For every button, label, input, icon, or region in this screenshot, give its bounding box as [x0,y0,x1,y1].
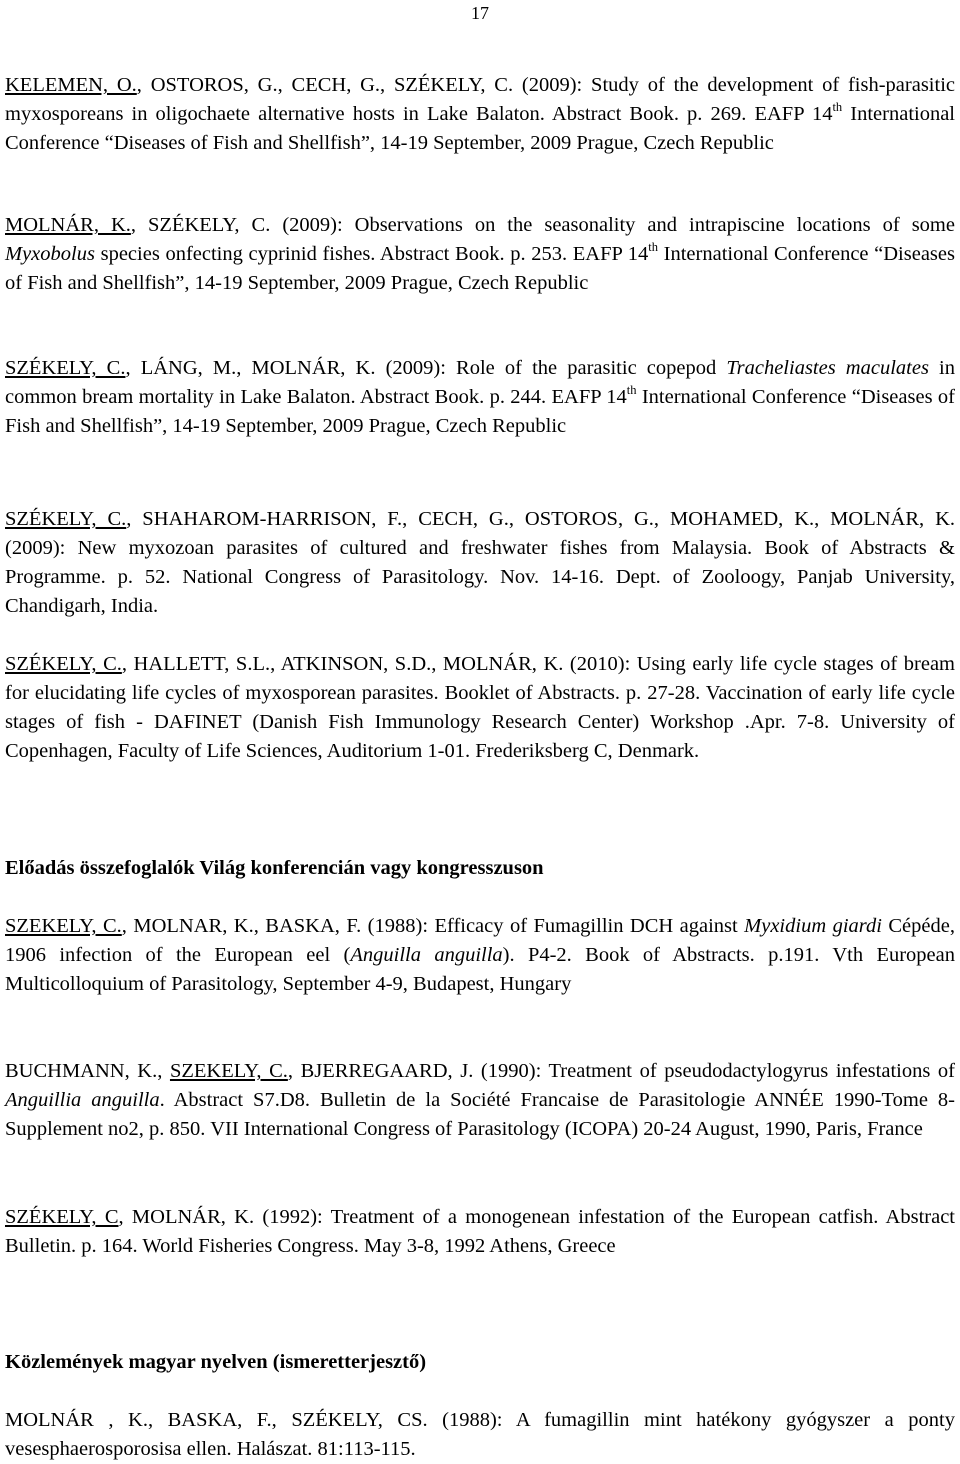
page-number: 17 [471,3,489,23]
reference-text: , OSTOROS, G., CECH, G., SZÉKELY, C. (2009): Study of the development of fish-parasitic myxosporeans in oligochaete alternative hosts in Lake Balaton. Abstract Book. p. 269. EAFP 14 [5,74,955,125]
reference-text: International Conference “Diseases of Fish and Shellfish”, 14-19 September, 2009 Prague, Czech Republic [5,386,955,437]
reference-authors: SZEKELY, C. [5,915,122,937]
reference-text: , LÁNG, M., MOLNÁR, K. (2009): Role of the parasitic copepod [125,357,727,379]
species-name: Anguilla anguilla [350,944,503,966]
reference-text: , MOLNAR, K., BASKA, F. (1988): Efficacy of Fumagillin DCH against [121,915,745,937]
reference-entry-5 [5,650,955,766]
reference-text: , MOLNÁR, K. (1992): Treatment of a monogenean infestation of the European catfish. Abstract Bulletin. p. 164. World Fisheries Congress. May 3-8, 1992 Athens, Greece [5,1206,955,1257]
reference-authors: SZÉKELY, C [5,1206,119,1228]
reference-text: , SZÉKELY, C. (2009): Observations on the seasonality and intrapiscine locations of some [130,214,955,236]
reference-authors: KELEMEN, O. [5,74,137,96]
reference-authors: SZEKELY, C. [169,1060,288,1082]
species-name: Myxidium giardi [744,915,882,937]
superscript: th [648,240,659,254]
species-name: Tracheliastes maculates [726,357,929,379]
reference-text: . Abstract S7.D8. Bulletin de la Société Francaise de Parasitologie ANNÉE 1990-Tome 8-Supplement no2, p. 850. VII International Congress of Parasitology (ICOPA) 20-24 August, 1990, Paris, France [5,1089,955,1140]
reference-text: in common bream mortality in Lake Balaton. Abstract Book. p. 244. EAFP 14 [5,357,955,408]
reference-text: International Conference “Diseases of Fish and Shellfish”, 14-19 September, 2009 Prague, Czech Republic [5,243,955,294]
reference-entry-2 [5,211,955,298]
reference-text: , HALLETT, S.L., ATKINSON, S.D., MOLNÁR, K. (2010): Using early life cycle stages of bream for elucidating life cycles of myxosporean parasites. Booklet of Abstracts. p. 27-28. Vaccination of early life cycle stages of fish - DAFINET (Danish Fish Immunology Research Center) Workshop .Apr. 7-8. University of Copenhagen, Faculty of Life Sciences, Auditorium 1-01. Frederiksberg C, Denmark. [5,653,955,762]
reference-entry-1 [5,71,955,158]
reference-authors: MOLNÁR, K. [5,214,131,236]
reference-text: , SHAHAROM-HARRISON, F., CECH, G., OSTOROS, G., MOHAMED, K., MOLNÁR, K. (2009): New myxozoan parasites of cultured and freshwater fishes from Malaysia. Book of Abstracts & Programme. p. 52. National Congress of Parasitology. Nov. 14-16. Dept. of Zooloogy, Panjab University, Chandigarh, India. [5,508,955,617]
reference-text: ). P4-2. Book of Abstracts. p.191. Vth European Multicolloquium of Parasitology, September 4-9, Budapest, Hungary [5,944,956,995]
reference-text: Cépéde, 1906 infection of the European eel ( [5,915,955,966]
reference-entry-9 [5,1406,955,1464]
species-name: Anguillia anguilla [5,1089,160,1111]
reference-entry-7 [5,1057,955,1144]
section-heading: Közlemények magyar nyelven (ismeretterjesztő) [5,1351,427,1373]
reference-authors: SZÉKELY, C. [5,653,122,675]
reference-entry-3 [5,354,955,441]
reference-text: MOLNÁR , K., BASKA, F., SZÉKELY, CS. (1988): A fumagillin mint hatékony gyógyszer a ponty vesesphaerosporosisa ellen. Halászat. 81:113-115. [5,1409,955,1460]
section-heading: Előadás összefoglalók Világ konferencián vagy kongresszuson [5,857,544,879]
reference-text: , BJERREGAARD, J. (1990): Treatment of pseudodactylogyrus infestations of [287,1060,955,1082]
reference-entry-8 [5,1203,955,1261]
reference-entry-4 [5,505,955,621]
reference-authors: SZÉKELY, C. [5,508,127,530]
reference-text: International Conference “Diseases of Fish and Shellfish”, 14-19 September, 2009 Prague, Czech Republic [5,103,956,154]
reference-text: BUCHMANN, K., [5,1060,170,1082]
reference-entry-6 [5,912,955,999]
superscript: th [832,100,843,114]
reference-authors: SZÉKELY, C. [5,357,126,379]
species-name: Myxobolus [5,243,95,265]
reference-text: species onfecting cyprinid fishes. Abstract Book. p. 253. EAFP 14 [94,243,649,265]
superscript: th [626,383,637,397]
